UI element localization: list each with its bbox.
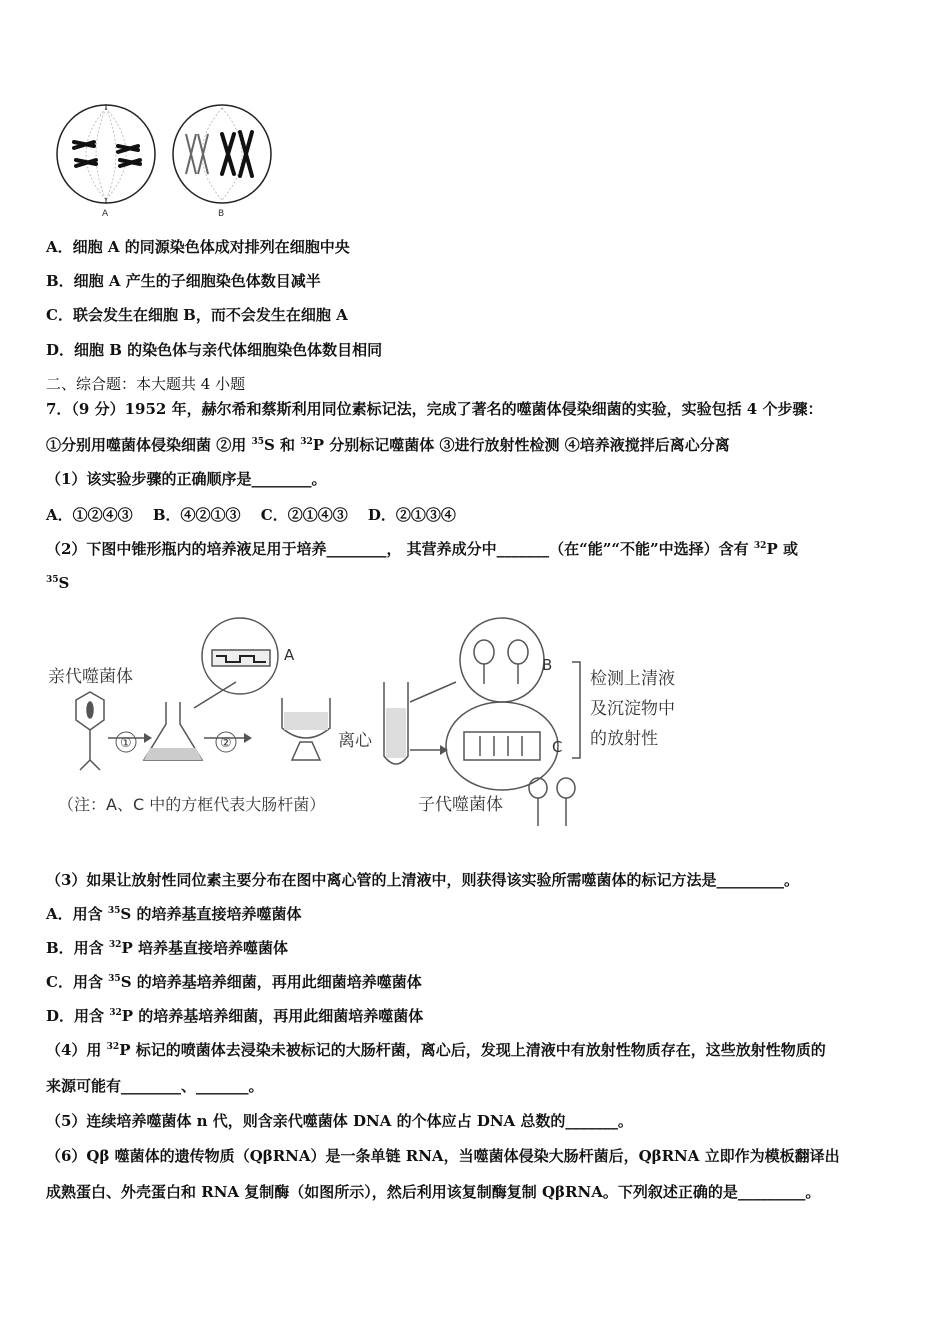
label-c: C xyxy=(552,738,563,756)
q7-steps-part1: ①分别用噬菌体侵染细菌 ②用 xyxy=(46,436,252,454)
q7-sub3-option-a xyxy=(46,903,301,924)
offspring-label: 子代噬菌体 xyxy=(418,795,503,815)
cell-b xyxy=(173,105,271,219)
flask-icon xyxy=(144,702,202,760)
sup-35: 35 xyxy=(46,575,59,585)
step2-label: ② xyxy=(220,736,232,751)
cell-division-figure xyxy=(46,96,276,221)
q7-header: 7．（9 分）1952 年，赫尔希和蔡斯利用同位素标记法，完成了著名的噬菌体侵染细菌的实验，实验包括 4 个步骤： xyxy=(46,400,823,418)
q7-sub2-part3: S xyxy=(58,574,70,592)
q6-option-c: C．联会发生在细胞 B，而不会发生在细胞 A xyxy=(46,306,348,324)
circle-a xyxy=(202,618,278,694)
circle-b xyxy=(460,618,544,702)
q7-sub3-d-part2: P 的培养基培养细菌，再用此细菌培养噬菌体 xyxy=(121,1007,424,1025)
q7-sub3-b-part2: P 培养基直接培养噬菌体 xyxy=(121,939,288,957)
label-b: B xyxy=(542,656,553,674)
q7-sub3-option-d xyxy=(46,1005,423,1026)
q7-sub2 xyxy=(46,538,798,559)
sup-32: 32 xyxy=(106,1042,120,1052)
q7-sub2-part2: P 或 xyxy=(766,540,798,558)
step1-label: ① xyxy=(120,736,132,751)
cell-a-label: A xyxy=(102,209,109,219)
q7-sub3-b-part1: B．用含 xyxy=(46,939,109,957)
q6-option-b: B．细胞 A 产生的子细胞染色体数目减半 xyxy=(46,272,321,290)
q7-steps xyxy=(46,434,730,455)
q7-sub4-part2: P 标记的喷菌体去浸染未被标记的大肠杆菌，离心后，发现上清液中有放射性物质存在，这些放射性物质的 xyxy=(119,1041,826,1059)
q7-sub2-line2 xyxy=(46,574,69,592)
sup-35: 35 xyxy=(107,906,121,916)
detect-line1: 检测上清液 xyxy=(590,669,675,689)
label-a: A xyxy=(284,646,295,664)
q7-steps-part2: S 和 xyxy=(263,436,301,454)
q7-sub4 xyxy=(46,1039,826,1060)
q7-steps-part3: P 分别标记噬菌体 ③进行放射性检测 ④培养液搅拌后离心分离 xyxy=(312,436,730,454)
q7-sub3-d-part1: D．用含 xyxy=(46,1007,110,1025)
beaker-icon xyxy=(282,698,330,760)
q7-sub3: （3）如果让放射性同位素主要分布在图中离心管的上清液中，则获得该实验所需噬菌体的标记方法是_________。 xyxy=(46,871,799,889)
sup-35: 35 xyxy=(108,974,121,984)
q7-sub3-c-part1: C．用含 xyxy=(46,973,109,991)
q7-sub2-part1: （2）下图中锥形瓶内的培养液足用于培养________， 其营养成分中_______（在“能”“不能”中选择）含有 xyxy=(46,540,754,558)
q7-sub4-part1: （4）用 xyxy=(46,1041,107,1059)
q7-sub6-line2: 成熟蛋白、外壳蛋白和 RNA 复制酶（如图所示），然后利用该复制酶复制 QβRNA。下列叙述正确的是_________。 xyxy=(46,1183,821,1201)
sup-32: 32 xyxy=(753,541,767,551)
sup-32: 32 xyxy=(300,437,313,447)
section-title: 二、综合题：本大题共 4 小题 xyxy=(46,375,246,393)
parent-phage-icon xyxy=(76,692,104,770)
cell-b-label: B xyxy=(218,209,225,219)
detect-line2: 及沉淀物中 xyxy=(590,699,675,719)
phage-experiment-figure xyxy=(44,612,724,840)
q6-option-d: D．细胞 B 的染色体与亲代体细胞染色体数目相同 xyxy=(46,341,383,359)
q7-sub4-line2: 来源可能有________、_______。 xyxy=(46,1077,264,1095)
sup-32: 32 xyxy=(109,1008,122,1018)
q7-sub3-option-c xyxy=(46,971,422,992)
q7-sub6-line1: （6）Qβ 噬菌体的遗传物质（QβRNA）是一条单链 RNA，当噬菌体侵染大肠杆菌后，QβRNA 立即作为模板翻译出 xyxy=(46,1147,840,1165)
sup-35: 35 xyxy=(251,437,264,447)
q6-option-a: A．细胞 A 的同源染色体成对排列在细胞中央 xyxy=(46,238,350,256)
q7-sub5: （5）连续培养噬菌体 n 代，则含亲代噬菌体 DNA 的个体应占 DNA 总数的_______。 xyxy=(46,1112,633,1130)
cell-a xyxy=(57,104,155,219)
q7-sub3-a-part1: A．用含 xyxy=(46,905,108,923)
circle-c xyxy=(446,702,558,790)
detect-line3: 的放射性 xyxy=(590,729,658,749)
q7-sub3-c-part2: S 的培养基培养细菌，再用此细菌培养噬菌体 xyxy=(120,973,422,991)
centrifuge-label: 离心 xyxy=(338,731,372,751)
test-tube-icon xyxy=(384,682,408,764)
q7-sub1-options: A．①②④③ B．④②①③ C．②①④③ D．②①③④ xyxy=(46,506,456,524)
q7-sub3-a-part2: S 的培养基直接培养噬菌体 xyxy=(120,905,302,923)
q7-sub3-option-b xyxy=(46,937,288,958)
q7-sub1: （1）该实验步骤的正确顺序是________。 xyxy=(46,470,327,488)
offspring-phage-icon xyxy=(529,778,575,826)
figure-note: （注：A、C 中的方框代表大肠杆菌） xyxy=(58,795,326,814)
sup-32: 32 xyxy=(108,940,122,950)
parent-phage-label: 亲代噬菌体 xyxy=(48,667,133,687)
